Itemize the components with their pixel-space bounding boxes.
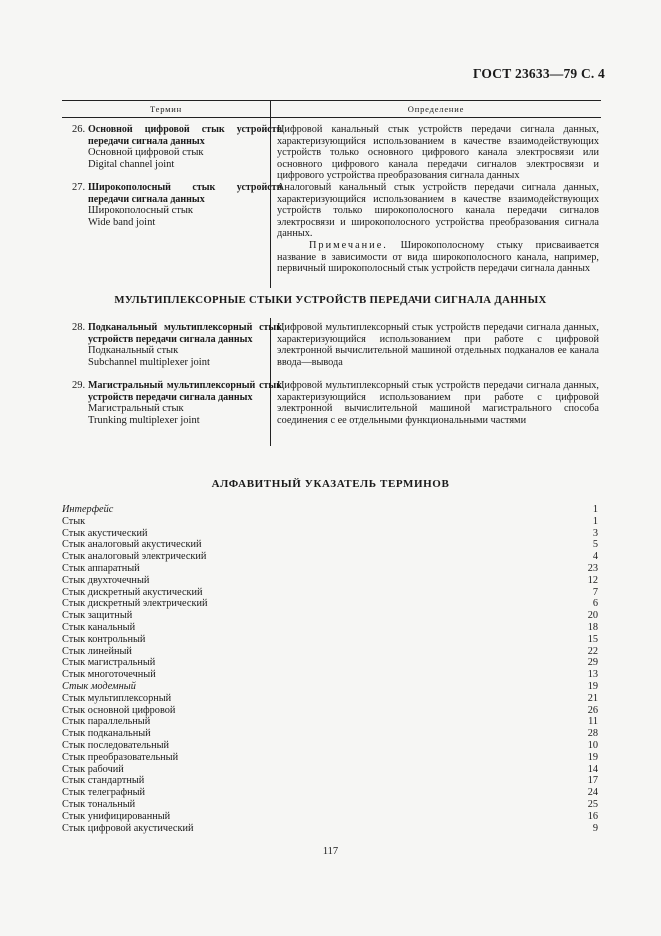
index-term: Стык дискретный акустический	[62, 586, 203, 598]
index-term: Стык рабочий	[62, 763, 124, 775]
index-page: 14	[587, 763, 598, 775]
definition-text: Аналоговый канальный стык устройств передачи сигнала данных, характеризующийся использованием в качестве взаимодействующих устройств только широкополосного канала передачи сигналов электросвязи и широкополосного устройства преобразования сигнала данных.	[277, 182, 599, 240]
index-page: 9	[592, 822, 598, 834]
index-row	[62, 587, 598, 599]
index-term: Стык преобразовательный	[62, 751, 179, 763]
entry-number: 27.	[72, 182, 86, 193]
index-term: Стык аппаратный	[62, 562, 140, 574]
index-row	[62, 610, 598, 622]
index-term: Стык магистральный	[62, 657, 156, 669]
entry-number: 29.	[72, 380, 86, 391]
index-row	[62, 787, 598, 799]
term-column-header: Термин	[149, 104, 183, 114]
definition-text: Цифровой мультиплексорный стык устройств передачи сигнала данных, характеризующийся использованием при работе с цифровой электронной вычислительной машиной отдельных подканалов ее канала ввода—вывода	[277, 322, 599, 368]
index-page: 28	[587, 728, 598, 740]
index-page: 26	[587, 704, 598, 716]
section-title: МУЛЬТИПЛЕКСОРНЫЕ СТЫКИ УСТРОЙСТВ ПЕРЕДАЧИ СИГНАЛА ДАННЫХ	[114, 294, 547, 306]
index-row	[62, 764, 598, 776]
index-term: Стык	[62, 515, 86, 527]
index-term: Стык аналоговый акустический	[62, 539, 202, 551]
index-term: Стык подканальный	[62, 728, 151, 740]
index-term: Стык унифицированный	[62, 810, 171, 822]
index-page: 1	[592, 515, 598, 527]
index-page: 12	[587, 574, 598, 586]
index-row	[62, 681, 598, 693]
entry-number: 28.	[72, 322, 86, 333]
index-page: 13	[587, 669, 598, 681]
index-term: Стык модемный	[62, 680, 136, 692]
page-number: 117	[322, 846, 339, 857]
index-row	[62, 740, 598, 752]
note-label: Примечание.	[309, 240, 388, 251]
term-title: Широкополосный стык устройств передачи сигнала данных	[88, 182, 282, 205]
term-entry	[72, 322, 282, 368]
index-row	[62, 823, 598, 835]
index-page: 20	[587, 610, 598, 622]
index-term: Стык линейный	[62, 645, 132, 657]
term-entry	[72, 380, 282, 426]
index-row	[62, 752, 598, 764]
index-row	[62, 634, 598, 646]
term-short: Подканальный стык	[88, 345, 179, 356]
index-term: Стык аналоговый электрический	[62, 551, 207, 563]
index-page: 23	[587, 562, 598, 574]
index-page: 19	[587, 680, 598, 692]
index-page: 25	[587, 798, 598, 810]
index-title: АЛФАВИТНЫЙ УКАЗАТЕЛЬ ТЕРМИНОВ	[211, 478, 450, 490]
page-header: ГОСТ 23633—79 С. 4	[472, 66, 605, 81]
definition-column-header: Определение	[270, 101, 601, 117]
index-row	[62, 693, 598, 705]
index-row	[62, 775, 598, 787]
index-row	[62, 575, 598, 587]
index-list	[62, 504, 598, 834]
index-term: Стык стандартный	[62, 775, 145, 787]
term-short: Широкополосный стык	[88, 205, 193, 216]
entry-number: 26.	[72, 124, 86, 135]
index-term: Стык акустический	[62, 527, 148, 539]
index-term: Стык параллельный	[62, 716, 151, 728]
index-page: 6	[592, 598, 598, 610]
index-page: 29	[587, 657, 598, 669]
index-row	[62, 516, 598, 528]
index-row	[62, 598, 598, 610]
index-page: 19	[587, 751, 598, 763]
index-row	[62, 528, 598, 540]
index-page: 24	[587, 787, 598, 799]
index-row	[62, 539, 598, 551]
index-page: 16	[587, 810, 598, 822]
index-row	[62, 504, 598, 516]
term-short: Основной цифровой стык	[88, 147, 204, 158]
index-row	[62, 622, 598, 634]
table-header	[62, 100, 601, 118]
term-entry	[72, 124, 282, 170]
index-page: 3	[592, 527, 598, 539]
term-entry	[72, 182, 282, 228]
index-term: Стык телеграфный	[62, 787, 146, 799]
index-term: Стык последовательный	[62, 739, 170, 751]
index-term: Стык тональный	[62, 798, 136, 810]
index-term: Стык мультиплексорный	[62, 692, 172, 704]
index-page: 11	[588, 716, 598, 728]
term-title: Основной цифровой стык устройств передачи сигнала данных	[88, 124, 282, 147]
index-row	[62, 563, 598, 575]
term-short: Магистральный стык	[88, 403, 184, 414]
index-page: 21	[587, 692, 598, 704]
index-page: 10	[587, 739, 598, 751]
index-row	[62, 728, 598, 740]
index-row	[62, 716, 598, 728]
index-term: Стык цифровой акустический	[62, 822, 194, 834]
index-row	[62, 646, 598, 658]
index-page: 15	[587, 633, 598, 645]
index-term: Стык контрольный	[62, 633, 146, 645]
index-page: 18	[587, 621, 598, 633]
index-page: 22	[587, 645, 598, 657]
index-term: Стык дискретный электрический	[62, 598, 208, 610]
index-term: Стык защитный	[62, 610, 133, 622]
index-term: Стык основной цифровой	[62, 704, 176, 716]
term-english: Digital channel joint	[88, 158, 175, 170]
index-row	[62, 799, 598, 811]
term-english: Wide band joint	[88, 216, 156, 228]
index-row	[62, 669, 598, 681]
index-term: Стык многоточечный	[62, 669, 156, 681]
term-english: Subchannel multiplexer joint	[88, 356, 210, 368]
term-title: Магистральный мультиплексорный стык устройств передачи сигнала данных	[88, 380, 282, 403]
note-block	[277, 240, 599, 275]
definition-text: Цифровой канальный стык устройств передачи сигнала данных, характеризующийся использованием в качестве взаимодействующих устройств только основного цифрового канала электросвязи или основного цифрового канала передачи сигналов электросвязи и цифрового устройства преобразования сигнала данных	[277, 124, 599, 182]
term-english: Trunking multiplexer joint	[88, 414, 200, 426]
note-text: Широкополосному стыку присваивается название в зависимости от вида широкополосного канала, например, первичный широкополосный стык устройств передачи сигнала данных	[277, 240, 600, 275]
index-row	[62, 811, 598, 823]
index-page: 5	[592, 539, 598, 551]
index-page: 7	[592, 586, 598, 598]
definition-text: Цифровой мультиплексорный стык устройств передачи сигнала данных, характеризующийся использованием при работе с цифровой электронной вычислительной машиной магистрального способа соединения с ее отдельными функциональными частями	[277, 380, 599, 426]
index-page: 17	[587, 775, 598, 787]
index-row	[62, 551, 598, 563]
index-page: 4	[592, 551, 598, 563]
index-page: 1	[592, 504, 598, 515]
index-row	[62, 657, 598, 669]
index-term: Интерфейс	[62, 504, 114, 515]
index-row	[62, 705, 598, 717]
index-term: Стык канальный	[62, 621, 136, 633]
index-term: Стык двухточечный	[62, 574, 150, 586]
term-title: Подканальный мультиплексорный стык устройств передачи сигнала данных	[88, 322, 282, 345]
